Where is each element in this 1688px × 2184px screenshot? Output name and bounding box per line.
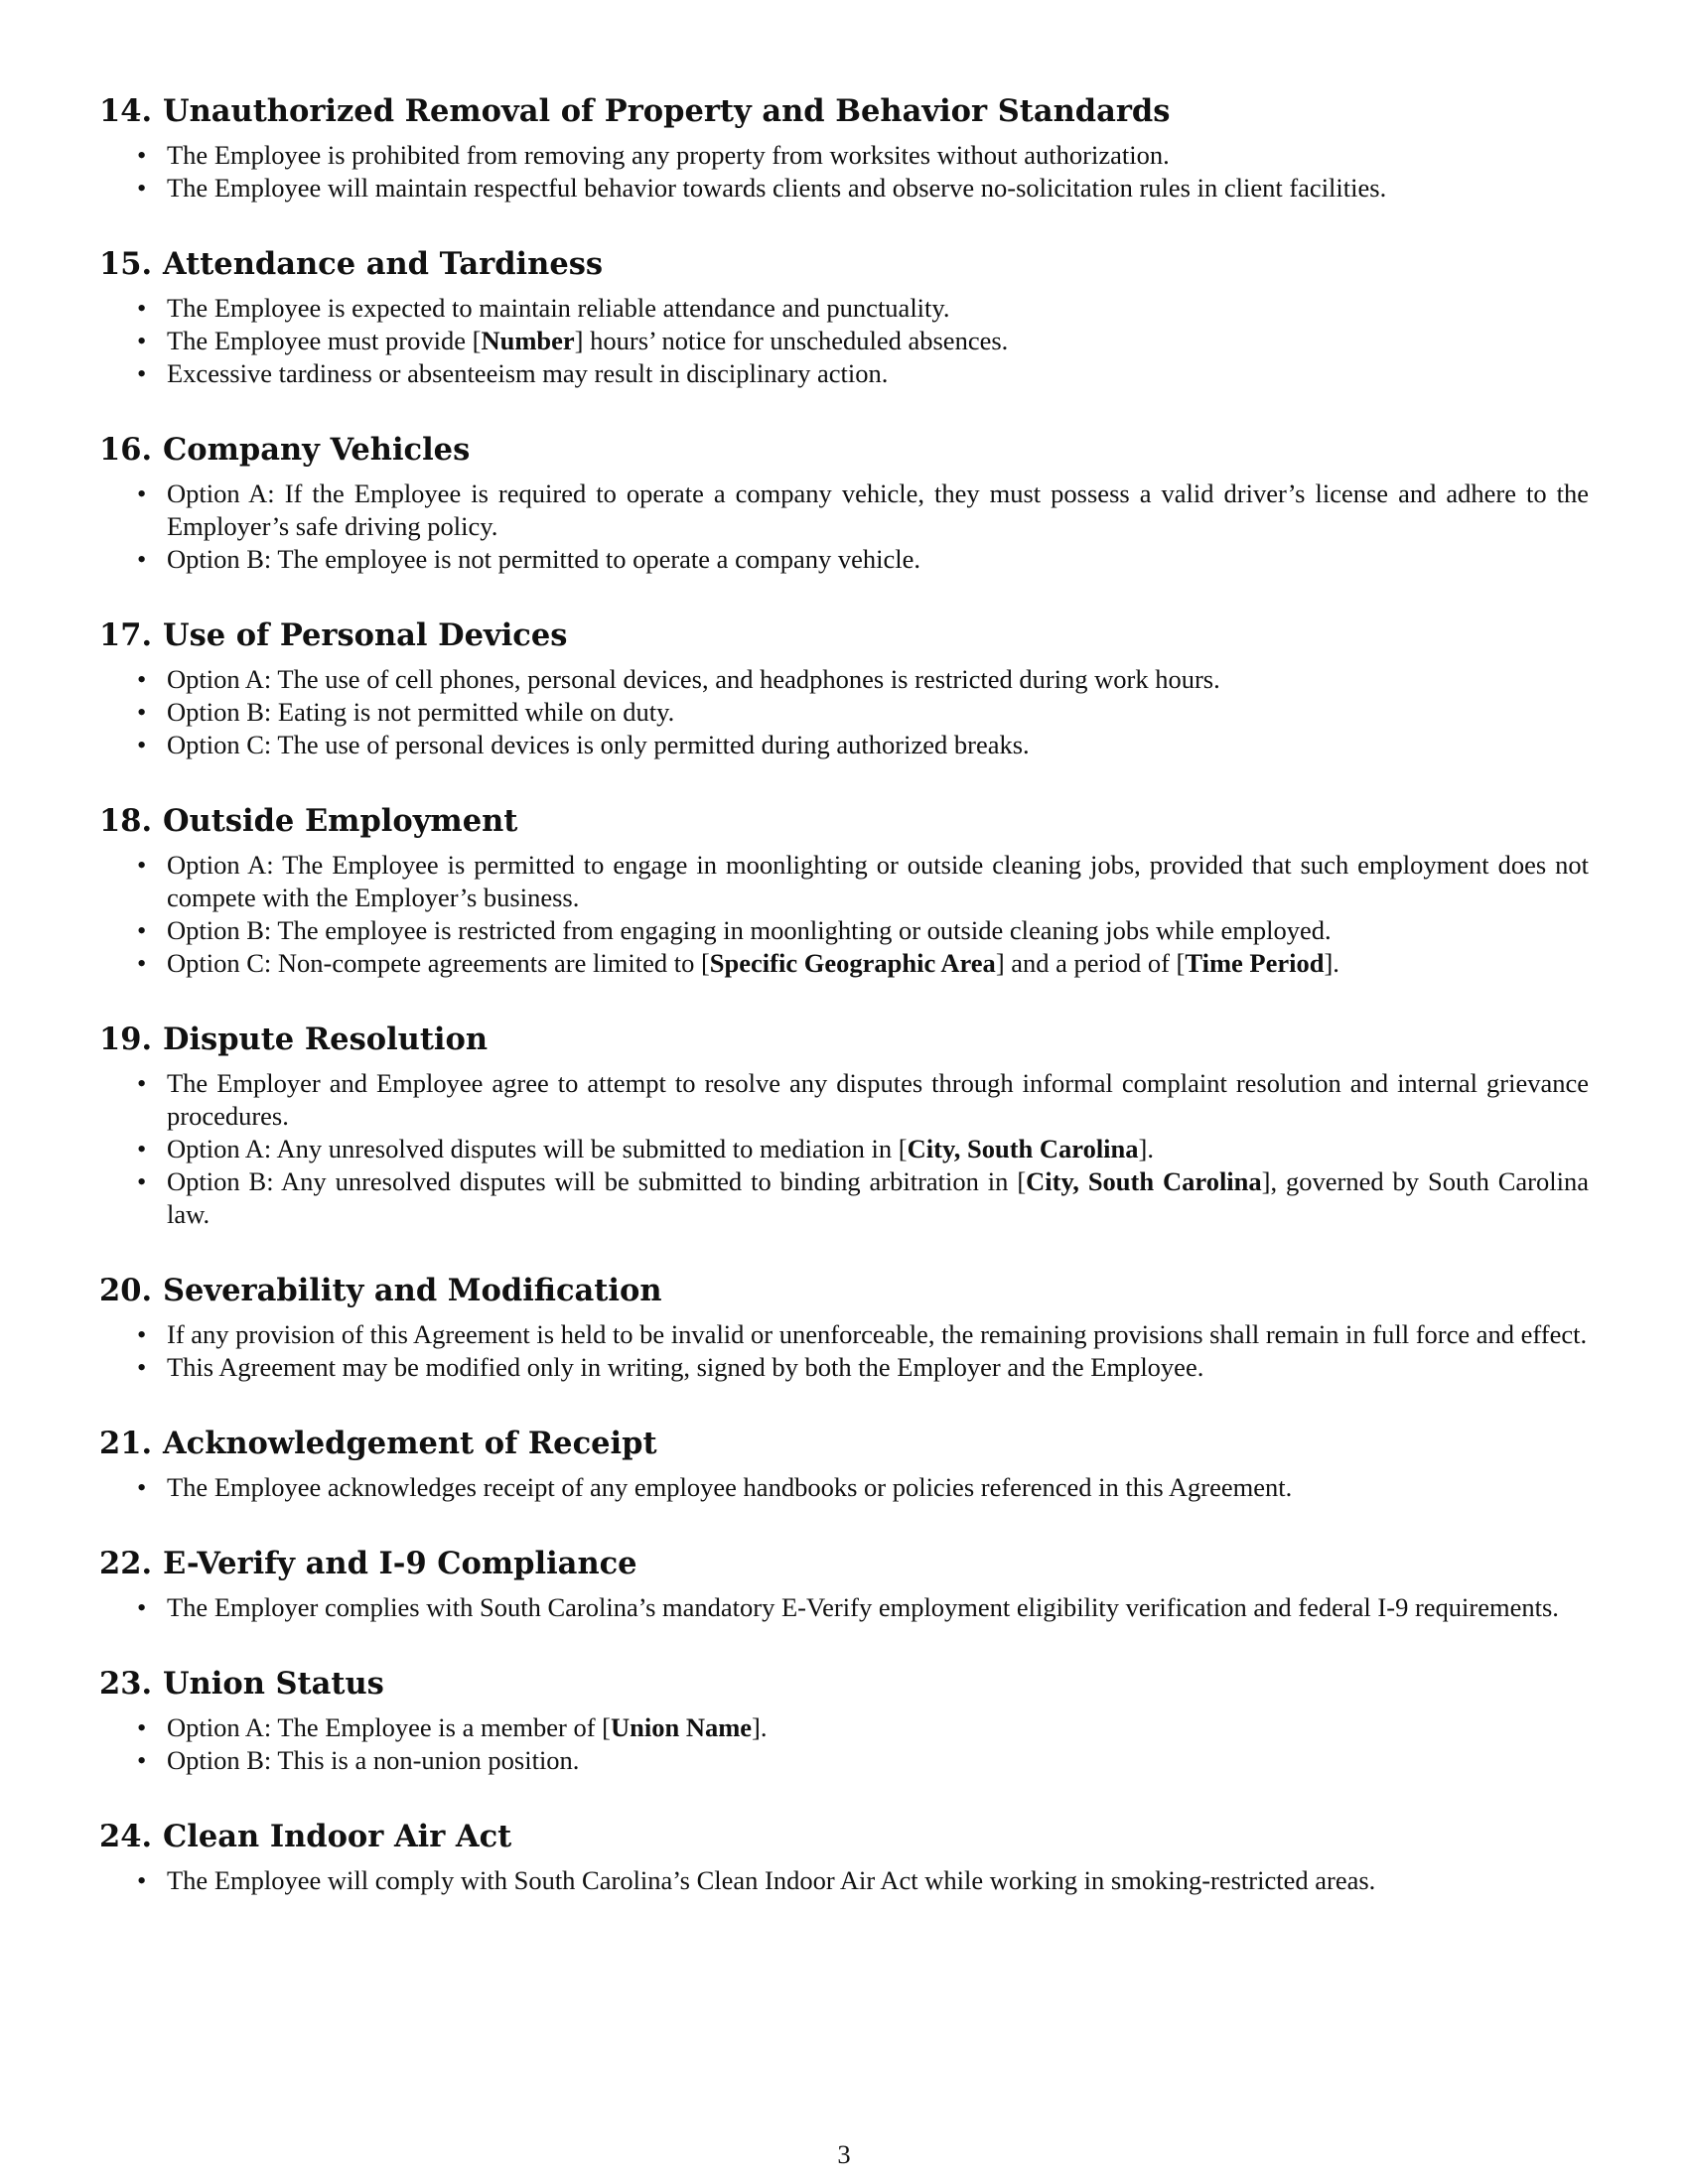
section-title: Severability and Modification	[163, 1273, 662, 1308]
section-title: Use of Personal Devices	[163, 617, 568, 653]
bullet-text: The Employee is prohibited from removing any property from worksites without authorization.	[167, 140, 1170, 170]
section-14	[99, 91, 1589, 205]
page-number: 3	[837, 2139, 851, 2169]
bullet-text: Option B: Eating is not permitted while on duty.	[167, 697, 675, 727]
section-24	[99, 1817, 1589, 1897]
bullet-text: ].	[1324, 948, 1339, 978]
section-17	[99, 615, 1589, 761]
bullet-text: The Employee will comply with South Carolina’s Clean Indoor Air Act while working in smoking-restricted areas.	[167, 1865, 1376, 1895]
bullet-item	[167, 357, 1589, 390]
bullet-list	[99, 1318, 1589, 1384]
section-number: 15.	[99, 246, 153, 282]
bullet-text: The Employer complies with South Carolina’s mandatory E-Verify employment eligibility verification and federal I-9 requirements.	[167, 1592, 1559, 1622]
bullet-item	[167, 1067, 1589, 1133]
section-title: Acknowledgement of Receipt	[163, 1426, 657, 1461]
section-title: Union Status	[163, 1666, 384, 1702]
bullet-item	[167, 478, 1589, 543]
bullet-text: ] and a period of [	[995, 948, 1186, 978]
bullet-text: Option C: Non-compete agreements are limited to [	[167, 948, 710, 978]
bullet-text: Option B: The employee is not permitted to operate a company vehicle.	[167, 544, 920, 574]
section-heading	[99, 1664, 1589, 1704]
bullet-text: The Employee must provide [	[167, 326, 482, 355]
bullet-item	[167, 292, 1589, 325]
bullet-item	[167, 729, 1589, 761]
bullet-list	[99, 849, 1589, 980]
section-15	[99, 244, 1589, 390]
bullet-list	[99, 663, 1589, 761]
section-19	[99, 1020, 1589, 1231]
section-heading	[99, 801, 1589, 841]
bullet-text: Option B: The employee is restricted from engaging in moonlighting or outside cleaning jobs while employed.	[167, 915, 1332, 945]
bullet-item	[167, 1351, 1589, 1384]
section-heading	[99, 1544, 1589, 1583]
bullet-item	[167, 325, 1589, 357]
bullet-list	[99, 478, 1589, 576]
placeholder-field: Specific Geographic Area	[709, 948, 996, 978]
section-18	[99, 801, 1589, 980]
section-number: 22.	[99, 1546, 153, 1581]
section-number: 14.	[99, 93, 153, 129]
bullet-text: ], governed by South Carolina law.	[167, 1166, 1589, 1229]
placeholder-field: City, South Carolina	[1026, 1166, 1262, 1196]
section-number: 21.	[99, 1426, 153, 1461]
section-title: Company Vehicles	[163, 432, 471, 468]
bullet-text: Option B: This is a non-union position.	[167, 1745, 580, 1775]
bullet-item	[167, 1864, 1589, 1897]
section-title: Unauthorized Removal of Property and Behavior Standards	[163, 93, 1171, 129]
bullet-list	[99, 1067, 1589, 1231]
section-number: 18.	[99, 803, 153, 839]
bullet-item	[167, 172, 1589, 205]
section-heading	[99, 1020, 1589, 1059]
bullet-item	[167, 914, 1589, 947]
bullet-item	[167, 1744, 1589, 1777]
bullet-text: This Agreement may be modified only in writing, signed by both the Employer and the Employee.	[167, 1352, 1204, 1382]
section-heading	[99, 1271, 1589, 1310]
section-title: Clean Indoor Air Act	[163, 1819, 512, 1854]
section-22	[99, 1544, 1589, 1624]
bullet-text: ].	[752, 1712, 768, 1742]
bullet-item	[167, 849, 1589, 914]
bullet-text: Option A: The Employee is permitted to engage in moonlighting or outside cleaning jobs, provided that such employment does not compete with the Employer’s business.	[167, 850, 1589, 912]
section-heading	[99, 615, 1589, 655]
section-title: Dispute Resolution	[163, 1022, 489, 1057]
document-page	[99, 91, 1589, 1937]
bullet-text: Option B: Any unresolved disputes will be submitted to binding arbitration in [	[167, 1166, 1027, 1196]
section-16	[99, 430, 1589, 576]
section-heading	[99, 1424, 1589, 1463]
section-23	[99, 1664, 1589, 1777]
section-21	[99, 1424, 1589, 1504]
section-number: 23.	[99, 1666, 153, 1702]
bullet-list	[99, 292, 1589, 390]
sections-container	[99, 91, 1589, 1897]
bullet-text: Option A: The use of cell phones, personal devices, and headphones is restricted during work hours.	[167, 664, 1220, 694]
bullet-list	[99, 1864, 1589, 1897]
bullet-text: ].	[1138, 1134, 1154, 1163]
section-heading	[99, 91, 1589, 131]
section-heading	[99, 244, 1589, 284]
bullet-item	[167, 139, 1589, 172]
section-number: 17.	[99, 617, 153, 653]
bullet-item	[167, 1165, 1589, 1231]
section-heading	[99, 430, 1589, 470]
section-number: 24.	[99, 1819, 153, 1854]
section-title: Outside Employment	[163, 803, 518, 839]
bullet-text: If any provision of this Agreement is held to be invalid or unenforceable, the remaining provisions shall remain in full force and effect.	[167, 1319, 1588, 1349]
section-heading	[99, 1817, 1589, 1856]
bullet-text: Option A: The Employee is a member of [	[167, 1712, 611, 1742]
placeholder-field: Time Period	[1185, 948, 1325, 978]
bullet-list	[99, 1711, 1589, 1777]
bullet-item	[167, 1711, 1589, 1744]
bullet-list	[99, 1471, 1589, 1504]
section-title: Attendance and Tardiness	[163, 246, 604, 282]
bullet-item	[167, 1471, 1589, 1504]
section-number: 20.	[99, 1273, 153, 1308]
bullet-text: Option A: If the Employee is required to operate a company vehicle, they must possess a valid driver’s license and adhere to the Employer’s safe driving policy.	[167, 478, 1589, 541]
bullet-item	[167, 543, 1589, 576]
bullet-item	[167, 1591, 1589, 1624]
bullet-item	[167, 1133, 1589, 1165]
bullet-item	[167, 1318, 1589, 1351]
section-number: 19.	[99, 1022, 153, 1057]
bullet-text: ] hours’ notice for unscheduled absences.	[574, 326, 1009, 355]
bullet-text: The Employee will maintain respectful behavior towards clients and observe no-solicitation rules in client facilities.	[167, 173, 1387, 203]
bullet-text: The Employer and Employee agree to attempt to resolve any disputes through informal complaint resolution and internal grievance procedures.	[167, 1068, 1589, 1131]
section-20	[99, 1271, 1589, 1384]
bullet-text: Excessive tardiness or absenteeism may result in disciplinary action.	[167, 358, 889, 388]
bullet-text: Option C: The use of personal devices is only permitted during authorized breaks.	[167, 730, 1030, 759]
bullet-item	[167, 947, 1589, 980]
bullet-item	[167, 663, 1589, 696]
placeholder-field: City, South Carolina	[907, 1134, 1139, 1163]
bullet-text: The Employee is expected to maintain reliable attendance and punctuality.	[167, 293, 950, 323]
bullet-item	[167, 696, 1589, 729]
placeholder-field: Union Name	[610, 1712, 753, 1742]
section-number: 16.	[99, 432, 153, 468]
bullet-list	[99, 1591, 1589, 1624]
section-title: E-Verify and I-9 Compliance	[163, 1546, 637, 1581]
bullet-list	[99, 139, 1589, 205]
bullet-text: The Employee acknowledges receipt of any employee handbooks or policies referenced in this Agreement.	[167, 1472, 1293, 1502]
placeholder-field: Number	[481, 326, 575, 355]
bullet-text: Option A: Any unresolved disputes will be submitted to mediation in [	[167, 1134, 908, 1163]
